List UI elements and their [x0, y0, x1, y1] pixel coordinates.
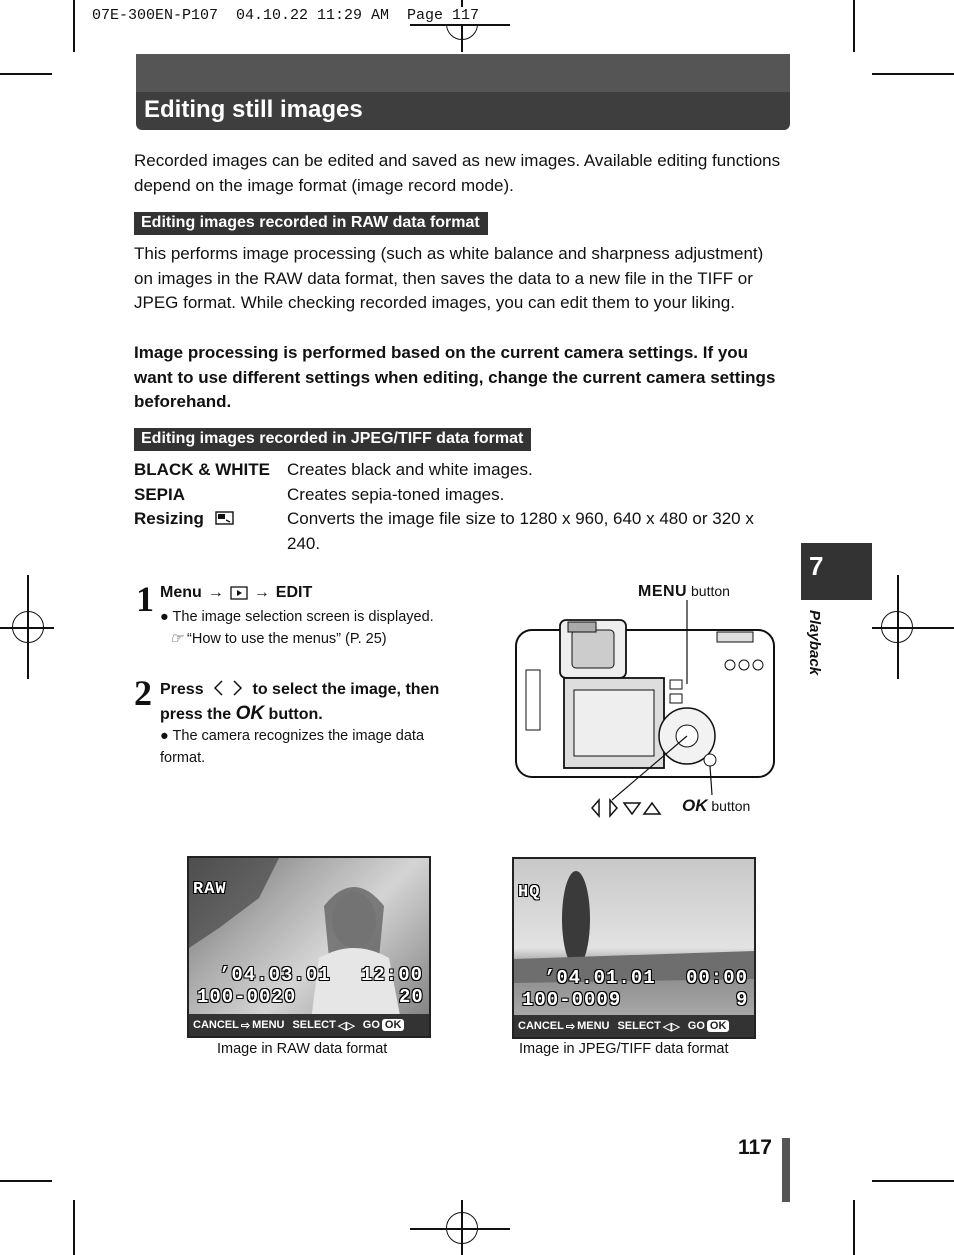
- raw-mode-label: RAW: [193, 880, 227, 899]
- step-1-reference: [170, 628, 387, 650]
- term-resizing-label: Resizing: [134, 509, 204, 528]
- step-2-line-2: [160, 703, 323, 725]
- left-right-arrow-keys-icon: [212, 679, 244, 697]
- pointing-hand-icon: ☞: [170, 631, 183, 647]
- arrow-keys-icon: [590, 798, 662, 818]
- raw-control-bar: [189, 1014, 429, 1036]
- term-resizing: [134, 509, 235, 529]
- raw-description: This performs image processing (such as white balance and sharpness adjustment) on images in the RAW data format, then saves the data to a new file in the TIFF or JPEG format. While checking recorded images, you can edit them to your liking.: [134, 244, 764, 313]
- jpeg-time: 00:00: [686, 967, 749, 989]
- crop-mark: [0, 73, 52, 75]
- raw-go-label: GO: [362, 1019, 380, 1031]
- camera-menu-callout: [638, 583, 730, 601]
- term-sepia: SEPIA: [134, 485, 186, 504]
- ok-button-suffix: button: [711, 798, 751, 814]
- jpeg-file-number: 100-0009: [522, 989, 622, 1011]
- raw-ok-chip: OK: [382, 1019, 405, 1031]
- print-header: 07E-300EN-P107 04.10.22 11:29 AM Page 117: [92, 7, 480, 24]
- section-heading-jpeg: Editing images recorded in JPEG/TIFF data format: [134, 428, 531, 451]
- jpeg-menu-label: MENU: [577, 1020, 610, 1032]
- press-the-label: press the: [160, 706, 232, 723]
- raw-note: Image processing is performed based on the current camera settings. If you want to use different settings when editing, change the current camera settings beforehand.: [134, 343, 776, 412]
- raw-cancel-label: CANCEL: [193, 1019, 239, 1031]
- button-label: button.: [268, 706, 323, 723]
- menu-button-suffix: button: [691, 583, 730, 599]
- jpeg-ok-chip: OK: [707, 1020, 730, 1032]
- step-number-2: 2: [134, 673, 152, 713]
- step-2-bullet: [160, 725, 460, 769]
- chapter-tab: [801, 543, 872, 600]
- crop-mark: [872, 73, 954, 75]
- arrow-right-icon: →: [207, 584, 224, 601]
- page-number-bar: [782, 1138, 790, 1202]
- jpeg-date: ’04.01.01: [544, 967, 656, 989]
- raw-frame-count: 20: [399, 986, 424, 1008]
- playback-icon: [230, 586, 248, 600]
- arrow-right-icon: ⇨: [565, 1020, 576, 1033]
- crop-mark: [872, 1180, 954, 1182]
- left-right-icon: ◁▷: [662, 1020, 680, 1033]
- raw-menu-label: MENU: [252, 1019, 285, 1031]
- press-label: Press: [160, 681, 204, 698]
- intro-text: Recorded images can be edited and saved as new images. Available editing functions depend on the image format (image record mode).: [134, 151, 781, 195]
- step-2-bullet-text: The camera recognizes the image data format.: [160, 728, 425, 766]
- jpeg-select-label: SELECT: [617, 1020, 661, 1032]
- jpeg-go-label: GO: [687, 1020, 705, 1032]
- raw-select-label: SELECT: [292, 1019, 336, 1031]
- step-1-bullet: [160, 606, 434, 628]
- bullet-icon: ●: [160, 609, 169, 625]
- arrow-right-icon: →: [253, 584, 270, 601]
- step-2-line-1: [160, 679, 439, 699]
- page-title: Editing still images: [144, 96, 363, 123]
- jpeg-cancel-label: CANCEL: [518, 1020, 564, 1032]
- bullet-icon: ●: [160, 728, 169, 744]
- term-black-white: BLACK & WHITE: [134, 460, 270, 479]
- ok-button-label: OK: [682, 796, 708, 815]
- jpeg-control-bar: [514, 1015, 754, 1037]
- step-1-reference-text: “How to use the menus” (P. 25): [187, 631, 387, 647]
- step-2-line-1-text: to select the image, then: [252, 681, 440, 698]
- raw-date: ’04.03.01: [219, 964, 331, 986]
- raw-file-number: 100-0020: [197, 986, 297, 1008]
- jpeg-mode-label: HQ: [518, 883, 541, 902]
- left-right-icon: ◁▷: [337, 1019, 355, 1032]
- raw-screen-image: [187, 856, 431, 1038]
- ok-label: OK: [235, 703, 265, 724]
- crop-mark: [853, 0, 855, 52]
- resize-icon: [215, 510, 235, 526]
- arrow-right-icon: ⇨: [240, 1019, 251, 1032]
- step-1-bullet-text: The image selection screen is displayed.: [172, 609, 434, 625]
- jpeg-frame-count: 9: [736, 989, 749, 1011]
- section-heading-raw: Editing images recorded in RAW data format: [134, 212, 488, 235]
- desc-resizing: Converts the image file size to 1280 x 960, 640 x 480 or 320 x 240.: [287, 509, 754, 553]
- camera-ok-callout: [682, 796, 750, 816]
- jpeg-screen-image: [512, 857, 756, 1039]
- step-1-instruction: [160, 584, 312, 602]
- chapter-number: 7: [809, 551, 824, 581]
- raw-caption: Image in RAW data format: [217, 1041, 388, 1057]
- edit-label: EDIT: [275, 584, 313, 601]
- jpeg-caption: Image in JPEG/TIFF data format: [519, 1041, 729, 1057]
- crop-mark: [73, 1200, 75, 1255]
- crop-mark: [73, 0, 75, 52]
- crop-mark: [0, 1180, 52, 1182]
- camera-back-illustration: [512, 600, 782, 810]
- chapter-side-label: Playback: [806, 610, 823, 676]
- step-number-1: 1: [136, 579, 154, 619]
- raw-time: 12:00: [361, 964, 424, 986]
- menu-button-label: MENU: [638, 583, 688, 600]
- menu-label: Menu: [160, 584, 202, 601]
- desc-sepia: Creates sepia-toned images.: [287, 485, 505, 504]
- desc-black-white: Creates black and white images.: [287, 460, 533, 479]
- crop-mark: [853, 1200, 855, 1255]
- page-number: 117: [738, 1136, 772, 1159]
